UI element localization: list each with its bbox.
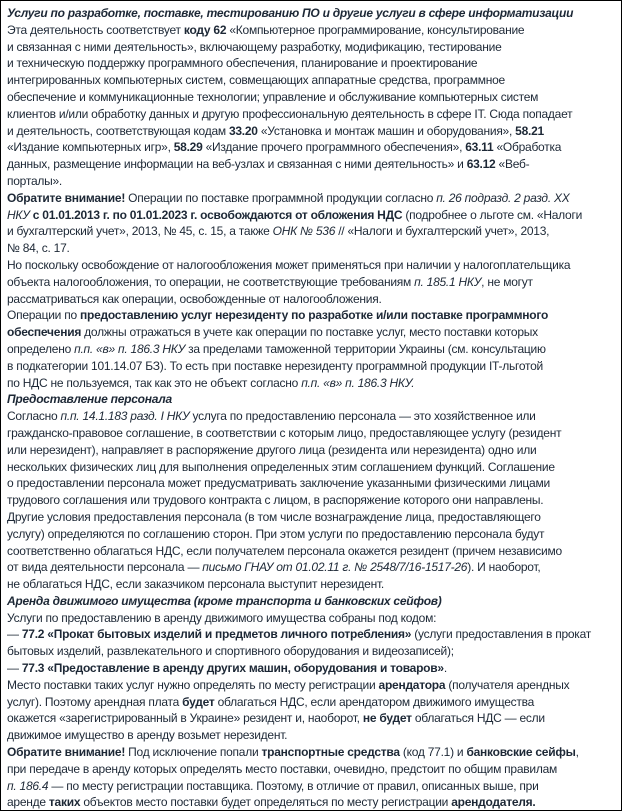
text-line bbox=[7, 660, 617, 677]
text-line bbox=[7, 576, 617, 593]
text-line bbox=[7, 543, 617, 560]
text-run: будет bbox=[182, 694, 215, 709]
text-line bbox=[7, 442, 617, 459]
text-line bbox=[7, 207, 617, 224]
text-run: «Обработка bbox=[493, 140, 562, 155]
text-run: , bbox=[575, 745, 579, 760]
text-run: п. 186.4 bbox=[7, 778, 49, 793]
text-run: услуг). Поэтому арендная плата bbox=[7, 694, 183, 709]
text-run: облагаться НДС, если арендатором движимого имущества bbox=[214, 694, 535, 709]
text-run: и техническую поддержку программного обеспечения, планирование и проектирование bbox=[7, 56, 478, 71]
text-line bbox=[7, 190, 617, 207]
text-run: клиентов и/или обработку данных и другую профессиональную деятельность в сфере IT. Сюда попадает bbox=[7, 106, 573, 121]
text-run: интегрированных компьютерных систем, совмещающих аппаратные средства, программное bbox=[7, 73, 505, 88]
text-run: «Установка и монтаж машин и оборудования», bbox=[257, 123, 516, 138]
text-line bbox=[7, 173, 617, 190]
text-run: (получателя арендных bbox=[445, 677, 570, 692]
text-run: нескольких физических лиц для выполнения определенных этим соглашением функций. Соглашение bbox=[7, 459, 555, 474]
text-run: , не могут bbox=[481, 274, 533, 289]
text-run: п.п. «в» п. 186.3 НКУ. bbox=[301, 375, 415, 390]
text-run: п. 26 подразд. 2 разд. XX bbox=[436, 190, 570, 205]
text-run: 63.12 bbox=[466, 157, 496, 172]
text-line bbox=[7, 778, 617, 795]
text-run: Обратите внимание! bbox=[7, 745, 126, 760]
text-run: п. 185.1 НКУ bbox=[414, 274, 482, 289]
text-line bbox=[7, 475, 617, 492]
text-run: соответственно облагаться НДС, если получателем персонала окажется резидент (причем независимо bbox=[7, 543, 562, 558]
text-run: в подкатегории 101.14.07 БЗ). То есть при поставке нерезиденту программной продукции IT-льготой bbox=[7, 358, 543, 373]
text-line bbox=[7, 223, 617, 240]
text-run: Услуги по предоставлению в аренду движимого имущества собраны под кодом: bbox=[7, 610, 437, 625]
text-run: 77.3 «Предоставление в аренду других машин, оборудования и товаров» bbox=[21, 661, 444, 676]
text-line bbox=[7, 39, 617, 56]
text-run: 77.2 «Прокат бытовых изделий и предметов личного потребления» bbox=[21, 627, 412, 642]
text-line bbox=[7, 240, 617, 257]
text-run: «Издание компьютерных игр», bbox=[7, 140, 174, 155]
text-line bbox=[7, 744, 617, 761]
text-run: 63.11 bbox=[465, 140, 494, 155]
text-run: движимое имущество в аренду возьмет нерезидент. bbox=[7, 728, 288, 743]
text-run: за пределами таможенной территории Украины (см. консультацию bbox=[185, 341, 546, 356]
text-run: с 01.01.2013 г. по 01.01.2023 г. освобождаются от обложения НДС bbox=[32, 207, 403, 222]
text-run: НКУ bbox=[7, 207, 30, 222]
text-run: — по месту регистрации поставщика. Поэтому, в отличие от правил, описанных выше, при bbox=[48, 778, 539, 793]
text-run: «Веб- bbox=[495, 157, 530, 172]
text-run: рассматриваться как операции, освобожденные от налогообложения. bbox=[7, 291, 382, 306]
text-line bbox=[7, 794, 617, 811]
text-line bbox=[7, 526, 617, 543]
text-line bbox=[7, 358, 617, 375]
text-run: Эта деятельность соответствует bbox=[7, 22, 184, 37]
text-run: предоставлению услуг нерезиденту по разработке и/или поставке программного bbox=[79, 308, 549, 323]
text-line bbox=[7, 610, 617, 627]
text-run: арендодателя. bbox=[451, 795, 536, 810]
text-run: Но поскольку освобождение от налогообложения может применяться при наличии у налогоплательщика bbox=[7, 257, 571, 272]
text-run: объектов место поставки будет определяться по месту регистрации bbox=[80, 795, 452, 810]
text-line bbox=[7, 509, 617, 526]
text-run: данных, размещение информации на веб-узлах и связанная с ними деятельность» и bbox=[7, 157, 467, 172]
text-run: и связанная с ними деятельность», включающему разработку, модификацию, тестирование bbox=[7, 39, 502, 54]
section-heading bbox=[7, 391, 617, 408]
text-line bbox=[7, 761, 617, 778]
text-run: банковские сейфы bbox=[466, 745, 576, 760]
text-line bbox=[7, 89, 617, 106]
text-run: при передаче в аренду которых определять место поставки, очевидно, предстоит по общим правилам bbox=[7, 761, 558, 776]
text-run: обеспечения bbox=[7, 325, 82, 340]
text-line bbox=[7, 106, 617, 123]
text-line bbox=[7, 375, 617, 392]
text-line bbox=[7, 425, 617, 442]
text-run: от вида деятельности персонала — bbox=[7, 560, 203, 575]
text-line bbox=[7, 139, 617, 156]
text-run: бытовых изделий, развлекательного и спортивного оборудования и видеозаписей); bbox=[7, 644, 454, 659]
text-line bbox=[7, 643, 617, 660]
section-heading bbox=[7, 5, 617, 22]
text-run: «Издание прочего программного обеспечения», bbox=[202, 140, 466, 155]
text-run: — bbox=[7, 661, 22, 676]
text-run: аренде bbox=[7, 795, 49, 810]
text-run: окажется «зарегистрированный в Украине» резидент и, наоборот, bbox=[7, 711, 363, 726]
text-line bbox=[7, 677, 617, 694]
text-run: объекта налогообложения, то операции, не соответствующие требованиям bbox=[7, 274, 415, 289]
text-line bbox=[7, 694, 617, 711]
text-run: письмо ГНАУ от 01.02.11 г. № 2548/7/16-1517-26 bbox=[202, 560, 468, 575]
text-run: или нерезидент), направляет в распоряжение другого лица (резидента или нерезидента) одно или bbox=[7, 442, 537, 457]
text-run: Место поставки таких услуг нужно определять по месту регистрации bbox=[7, 677, 379, 692]
text-run: (код 77.1) и bbox=[399, 745, 467, 760]
text-run: ОНК № 536 bbox=[272, 224, 336, 239]
text-run: и бухгалтерский учет», 2013, № 45, с. 15, а также bbox=[7, 224, 273, 239]
text-run: таких bbox=[48, 795, 81, 810]
text-run: п.п. «в» п. 186.3 НКУ bbox=[74, 341, 186, 356]
text-run: определено bbox=[7, 341, 75, 356]
text-run: о предоставлении персонала может предусматривать заключение указанными физическими лицами bbox=[7, 476, 550, 491]
text-run: — bbox=[7, 627, 22, 642]
text-line bbox=[7, 257, 617, 274]
text-run: Обратите внимание! bbox=[7, 190, 126, 205]
text-run: услугу) определяются по соглашению сторон. При этом услуги по предоставлению персонала будут bbox=[7, 526, 545, 541]
text-run: 58.21 bbox=[515, 123, 544, 138]
text-run: гражданско-правовое соглашение, в соответствии с которым лицо, предоставляющее услугу (резидент bbox=[7, 425, 562, 440]
text-run: (услуги предоставления в прокат bbox=[411, 627, 591, 642]
text-run: не будет bbox=[362, 711, 412, 726]
text-run: // «Налоги и бухгалтерский учет», 2013, bbox=[335, 224, 550, 239]
text-line bbox=[7, 123, 617, 140]
text-line bbox=[7, 55, 617, 72]
text-line bbox=[7, 626, 617, 643]
text-line bbox=[7, 307, 617, 324]
text-run: ). И наоборот, bbox=[467, 560, 541, 575]
text-run: Согласно bbox=[7, 409, 61, 424]
text-run: обеспечение и коммуникационные технологии; управление и обслуживание компьютерных систем bbox=[7, 89, 539, 104]
text-run: № 84, с. 17. bbox=[7, 241, 70, 256]
text-run: Другие условия предоставления персонала (в том числе вознаграждение лица, предоставляющего bbox=[7, 509, 541, 524]
text-line bbox=[7, 156, 617, 173]
section-heading bbox=[7, 593, 617, 610]
text-line bbox=[7, 492, 617, 509]
text-run: . bbox=[443, 661, 447, 676]
text-run: арендатора bbox=[378, 677, 446, 692]
text-run: транспортные средства bbox=[261, 745, 400, 760]
text-run: Операции по bbox=[7, 308, 80, 323]
text-line bbox=[7, 710, 617, 727]
text-run: и деятельность, соответствующая кодам bbox=[7, 123, 229, 138]
text-run: трудового соглашения или трудового контракта с лицом, в распоряжение которого они направлены. bbox=[7, 493, 544, 508]
text-run: Аренда движимого имущества (кроме транспорта и банковских сейфов) bbox=[7, 593, 442, 608]
text-run: облагаться НДС — если bbox=[411, 711, 545, 726]
text-line bbox=[7, 727, 617, 744]
text-line bbox=[7, 341, 617, 358]
text-run: услуга по предоставлению персонала — это хозяйственное или bbox=[189, 409, 536, 424]
text-run: 33.20 bbox=[228, 123, 258, 138]
text-run: по НДС не пользуемся, так как это не объект согласно bbox=[7, 375, 302, 390]
text-run: Под исключение попали bbox=[125, 745, 262, 760]
text-run: коду 62 bbox=[183, 22, 227, 37]
text-line bbox=[7, 274, 617, 291]
text-line bbox=[7, 22, 617, 39]
text-line bbox=[7, 459, 617, 476]
text-line bbox=[7, 72, 617, 89]
text-run: 58.29 bbox=[173, 140, 203, 155]
text-run: не облагаться НДС, если заказчиком персонала выступит нерезидент. bbox=[7, 577, 384, 592]
text-line bbox=[7, 559, 617, 576]
text-line bbox=[7, 324, 617, 341]
text-line bbox=[7, 408, 617, 425]
text-run: Операции по поставке программной продукции согласно bbox=[125, 190, 437, 205]
text-run: Предоставление персонала bbox=[7, 392, 172, 407]
text-run: Услуги по разработке, поставке, тестированию ПО и другие услуги в сфере информатизации bbox=[7, 6, 574, 20]
text-run: п.п. 14.1.183 разд. I НКУ bbox=[60, 409, 190, 424]
text-run: «Компьютерное программирование, консультирование bbox=[226, 22, 525, 37]
text-run: должны отражаться в учете как операции по поставке услуг, место поставки которых bbox=[81, 325, 538, 340]
text-run: (подробнее о льготе см. «Налоги bbox=[402, 207, 583, 222]
text-line bbox=[7, 291, 617, 308]
text-run: порталы». bbox=[7, 173, 63, 188]
